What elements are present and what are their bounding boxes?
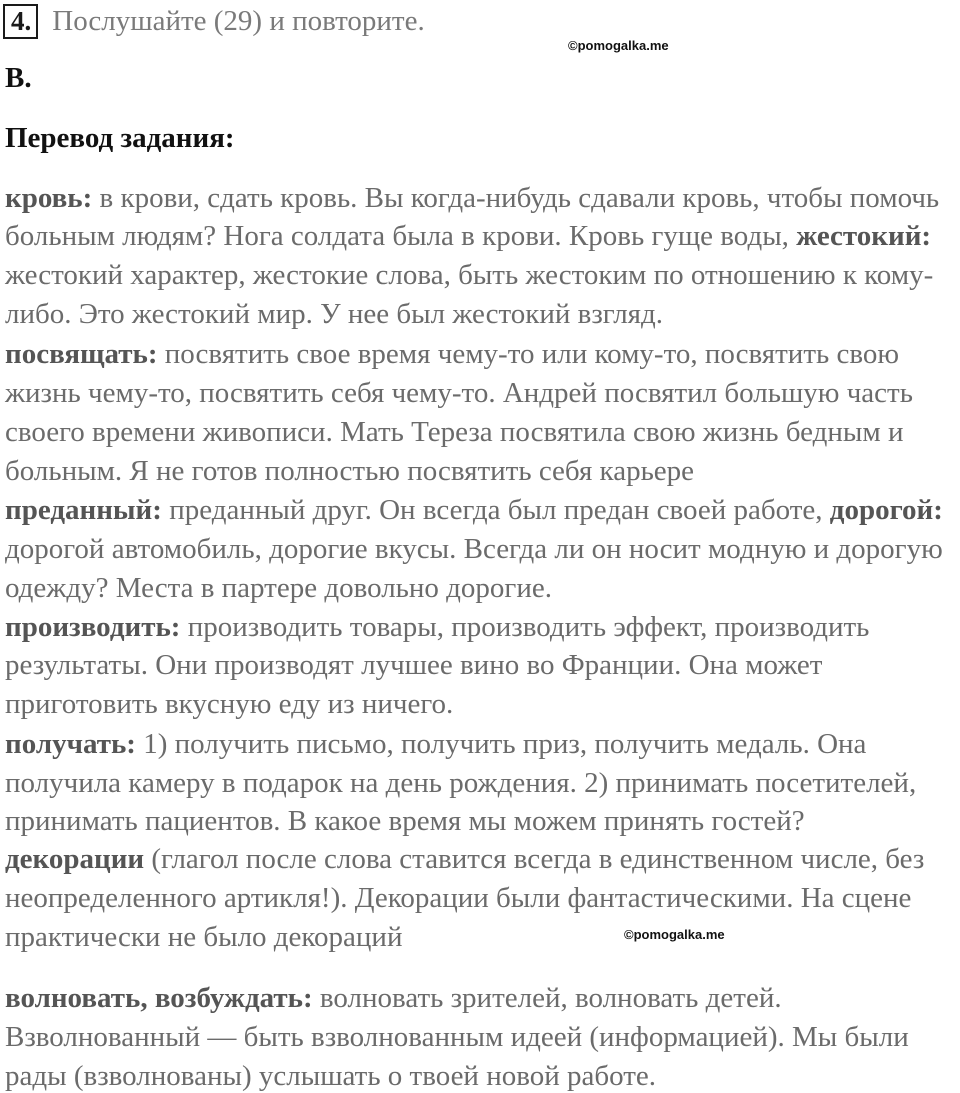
line-text: своего времени живописи. Мать Тереза посвятила свою жизнь бедным и — [5, 416, 904, 448]
line-text: жизнь чему-то, посвятить себя чему-то. Андрей посвятил большую часть — [5, 377, 913, 409]
text-line — [5, 377, 913, 410]
line-text: больным. Я не готов полностью посвятить себя карьере — [5, 455, 695, 487]
text-line — [5, 182, 939, 215]
line-text: преданный друг. Он всегда был предан своей работе, — [161, 494, 830, 526]
line-text: неопределенного артикля!). Декорации были фантастическими. На сцене — [5, 882, 912, 914]
text-line — [5, 1060, 656, 1093]
line-text: жестокий характер, жестокие слова, быть жестоким по отношению к кому- — [5, 259, 934, 291]
line-text: практически не было декораций — [5, 921, 403, 953]
line-text: производить товары, производить эффект, производить — [180, 611, 870, 643]
text-line — [5, 921, 402, 954]
line-text: (глагол после слова ставится всегда в единственном числе, без — [144, 843, 925, 875]
line-text: посвятить свое время чему-то или кому-то, посвятить свою — [157, 338, 899, 370]
text-line — [5, 572, 552, 605]
text-line — [5, 220, 931, 253]
vocabulary-term: получать: — [5, 728, 136, 760]
vocabulary-term: волновать, возбуждать: — [5, 982, 313, 1014]
text-line — [5, 298, 663, 331]
task-instruction: Послушайте (29) и повторите. — [52, 4, 425, 37]
vocabulary-term: жестокий: — [796, 220, 932, 252]
text-line — [5, 982, 782, 1015]
line-text: приготовить вкусную еду из ничего. — [5, 688, 454, 720]
vocabulary-term: производить: — [5, 611, 181, 643]
line-text: принимать пациентов. В какое время мы можем принять гостей? — [5, 805, 805, 837]
text-line — [5, 1021, 909, 1054]
text-line — [5, 455, 694, 488]
text-line — [5, 882, 911, 915]
text-line — [5, 843, 924, 876]
line-text: одежду? Места в партере довольно дорогие. — [5, 572, 552, 604]
text-line — [5, 688, 453, 721]
text-line — [5, 649, 822, 682]
text-line — [5, 805, 805, 838]
vocabulary-term: дорогой: — [829, 494, 943, 526]
text-line — [5, 259, 933, 292]
section-label: B. — [5, 62, 32, 94]
line-text: получила камеру в подарок на день рождения. 2) принимать посетителей, — [5, 767, 917, 799]
vocabulary-term: посвящать: — [5, 338, 158, 370]
line-text: либо. Это жестокий мир. У нее был жестокий взгляд. — [5, 298, 664, 330]
task-number: 4. — [3, 4, 38, 39]
text-line — [5, 416, 904, 449]
text-line — [5, 767, 916, 800]
line-text: результаты. Они производят лучшее вино во Франции. Она может — [5, 649, 823, 681]
line-text: в крови, сдать кровь. Вы когда-нибудь сдавали кровь, чтобы помочь — [92, 182, 940, 214]
vocabulary-term: кровь: — [5, 182, 93, 214]
watermark: ©pomogalka.me — [624, 927, 725, 942]
text-line — [5, 611, 869, 644]
line-text: Взволнованный — быть взволнованным идеей (информацией). Мы были — [5, 1021, 909, 1053]
vocabulary-term: преданный: — [5, 494, 162, 526]
line-text: 1) получить письмо, получить приз, получить медаль. Она — [135, 728, 867, 760]
vocabulary-term: декорации — [5, 843, 145, 875]
line-text: волновать зрителей, волновать детей. — [312, 982, 782, 1014]
text-line — [5, 338, 899, 371]
text-line — [5, 533, 943, 566]
watermark: ©pomogalka.me — [568, 38, 669, 53]
line-text: больным людям? Нога солдата была в крови. Кровь гуще воды, — [5, 220, 797, 252]
translation-heading: Перевод задания: — [5, 122, 235, 154]
task-header — [3, 2, 425, 40]
line-text: рады (взволнованы) услышать о твоей новой работе. — [5, 1060, 657, 1092]
text-line — [5, 728, 866, 761]
text-line — [5, 494, 943, 527]
line-text: дорогой автомобиль, дорогие вкусы. Всегда ли он носит модную и дорогую — [5, 533, 943, 565]
